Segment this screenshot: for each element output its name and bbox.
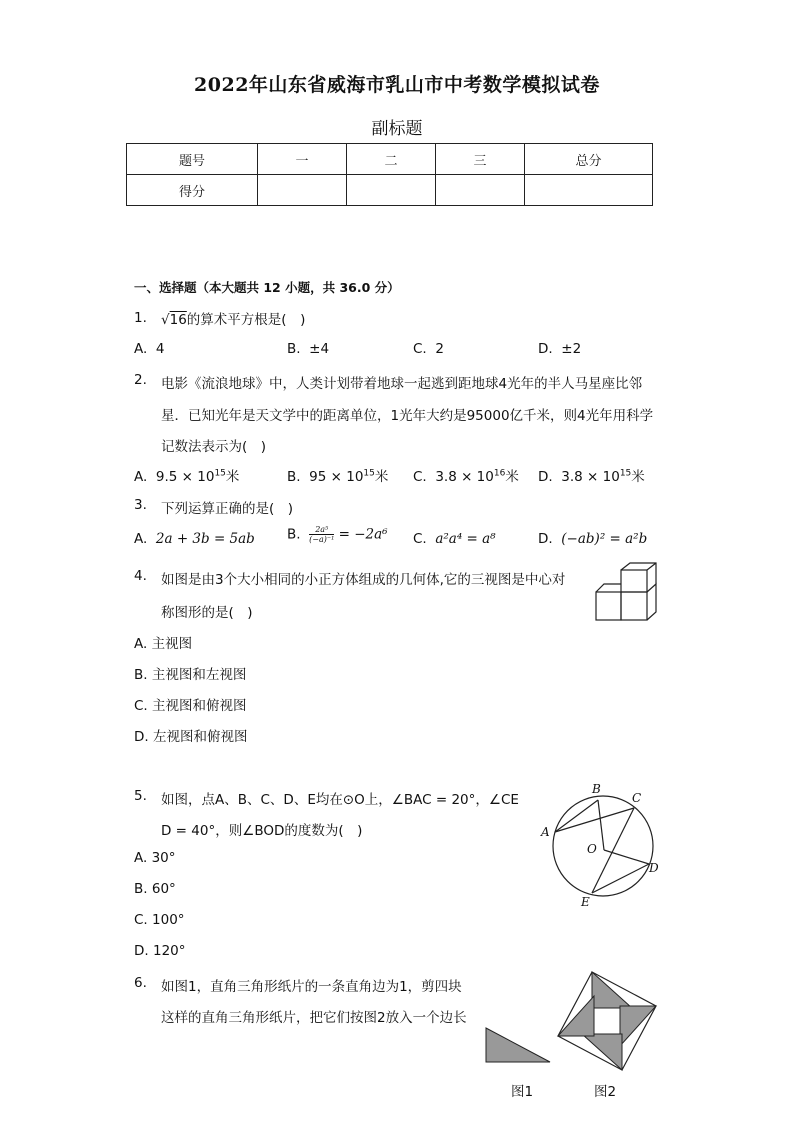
option-a: A. $9.5 \times 10^{15}$米 [134, 468, 240, 485]
option-a: A. 4 [134, 341, 165, 357]
score-cell [525, 175, 653, 206]
page-title: 2022年山东省威海市乳山市中考数学模拟试卷 [194, 74, 600, 96]
sqrt-icon: √ [161, 312, 170, 328]
label-c: C [632, 791, 642, 805]
question-line: D = 40°，则∠BOD的度数为( ) [161, 823, 363, 839]
label-e: E [581, 895, 590, 909]
question-line: 电影《流浪地球》中，人类计划带着地球一起逃到距地球4光年的半人马星座比邻 [161, 376, 643, 392]
option-a: A. 主视图 [134, 636, 193, 652]
question-line: 星．已知光年是天文学中的距离单位，1光年大约是95000亿千米，则4光年用科学 [161, 408, 654, 424]
score-table-header: 题号 [127, 144, 258, 175]
question-number: 1. [134, 310, 147, 326]
question-text [161, 308, 305, 328]
radicand: 16 [169, 312, 187, 328]
score-table-header-row [127, 144, 653, 175]
question-number: 3. [134, 497, 147, 513]
score-cell [258, 175, 347, 206]
question-number: 5. [134, 788, 147, 804]
square-figure [556, 970, 660, 1074]
option-c: C. 100° [134, 912, 185, 928]
label-b: B [592, 782, 601, 796]
question-stem: 的算术平方根是( ) [186, 312, 306, 328]
question-line: 称图形的是( ) [161, 605, 253, 621]
question-line: 这样的直角三角形纸片，把它们按图2放入一个边长 [161, 1010, 467, 1026]
option-d: D. ±2 [538, 341, 582, 357]
option-c: C. $3.8 \times 10^{16}$米 [413, 468, 519, 485]
option-b: B. $\frac{\text{2a⁵}}{\text{(−a)⁻¹}}$ = −2a⁶ [287, 525, 388, 544]
label-d: D [649, 861, 659, 875]
score-table-row [127, 175, 653, 206]
score-table [126, 143, 653, 206]
score-table-header: 二 [347, 144, 436, 175]
option-b: B. $95 \times 10^{15}$米 [287, 468, 389, 485]
question-line: 如图1，直角三角形纸片的一条直角边为1，剪四块 [161, 979, 462, 995]
triangle-figure [484, 1026, 554, 1066]
option-b: B. 主视图和左视图 [134, 667, 247, 683]
option-c: C. 2 [413, 341, 444, 357]
question-number: 4. [134, 568, 147, 584]
option-b: B. ±4 [287, 341, 330, 357]
question-line: 记数法表示为( ) [161, 439, 267, 455]
question-text: 下列运算正确的是( ) [161, 501, 294, 517]
page-subtitle: 副标题 [371, 119, 423, 139]
option-d: D. $3.8 \times 10^{15}$米 [538, 468, 645, 485]
option-a: A. 30° [134, 850, 176, 866]
circle-figure [536, 780, 664, 910]
option-c: C. a²a⁴ = a⁸ [413, 531, 496, 547]
score-table-header: 一 [258, 144, 347, 175]
option-c: C. 主视图和俯视图 [134, 698, 247, 714]
question-line: 如图是由3个大小相同的小正方体组成的几何体,它的三视图是中心对 [161, 572, 566, 588]
question-number: 6. [134, 975, 147, 991]
figure-1-caption: 图1 [511, 1084, 534, 1100]
option-b: B. 60° [134, 881, 176, 897]
score-cell [436, 175, 525, 206]
section-heading: 一、选择题（本大题共 12 小题，共 36.0 分） [134, 280, 400, 295]
label-o: O [587, 842, 597, 856]
option-d: D. (−ab)² = a²b [538, 531, 648, 547]
cube-figure [594, 562, 662, 624]
score-table-header: 总分 [525, 144, 653, 175]
score-table-header: 三 [436, 144, 525, 175]
question-line: 如图，点A、B、C、D、E均在⊙O上，∠BAC = 20°，∠CE [161, 792, 519, 808]
option-a: A. 2a + 3b = 5ab [134, 531, 255, 547]
score-cell [347, 175, 436, 206]
option-d: D. 左视图和俯视图 [134, 729, 248, 745]
option-d: D. 120° [134, 943, 186, 959]
score-row-label: 得分 [127, 175, 258, 206]
label-a: A [541, 825, 550, 839]
question-number: 2. [134, 372, 147, 388]
figure-2-caption: 图2 [594, 1084, 617, 1100]
